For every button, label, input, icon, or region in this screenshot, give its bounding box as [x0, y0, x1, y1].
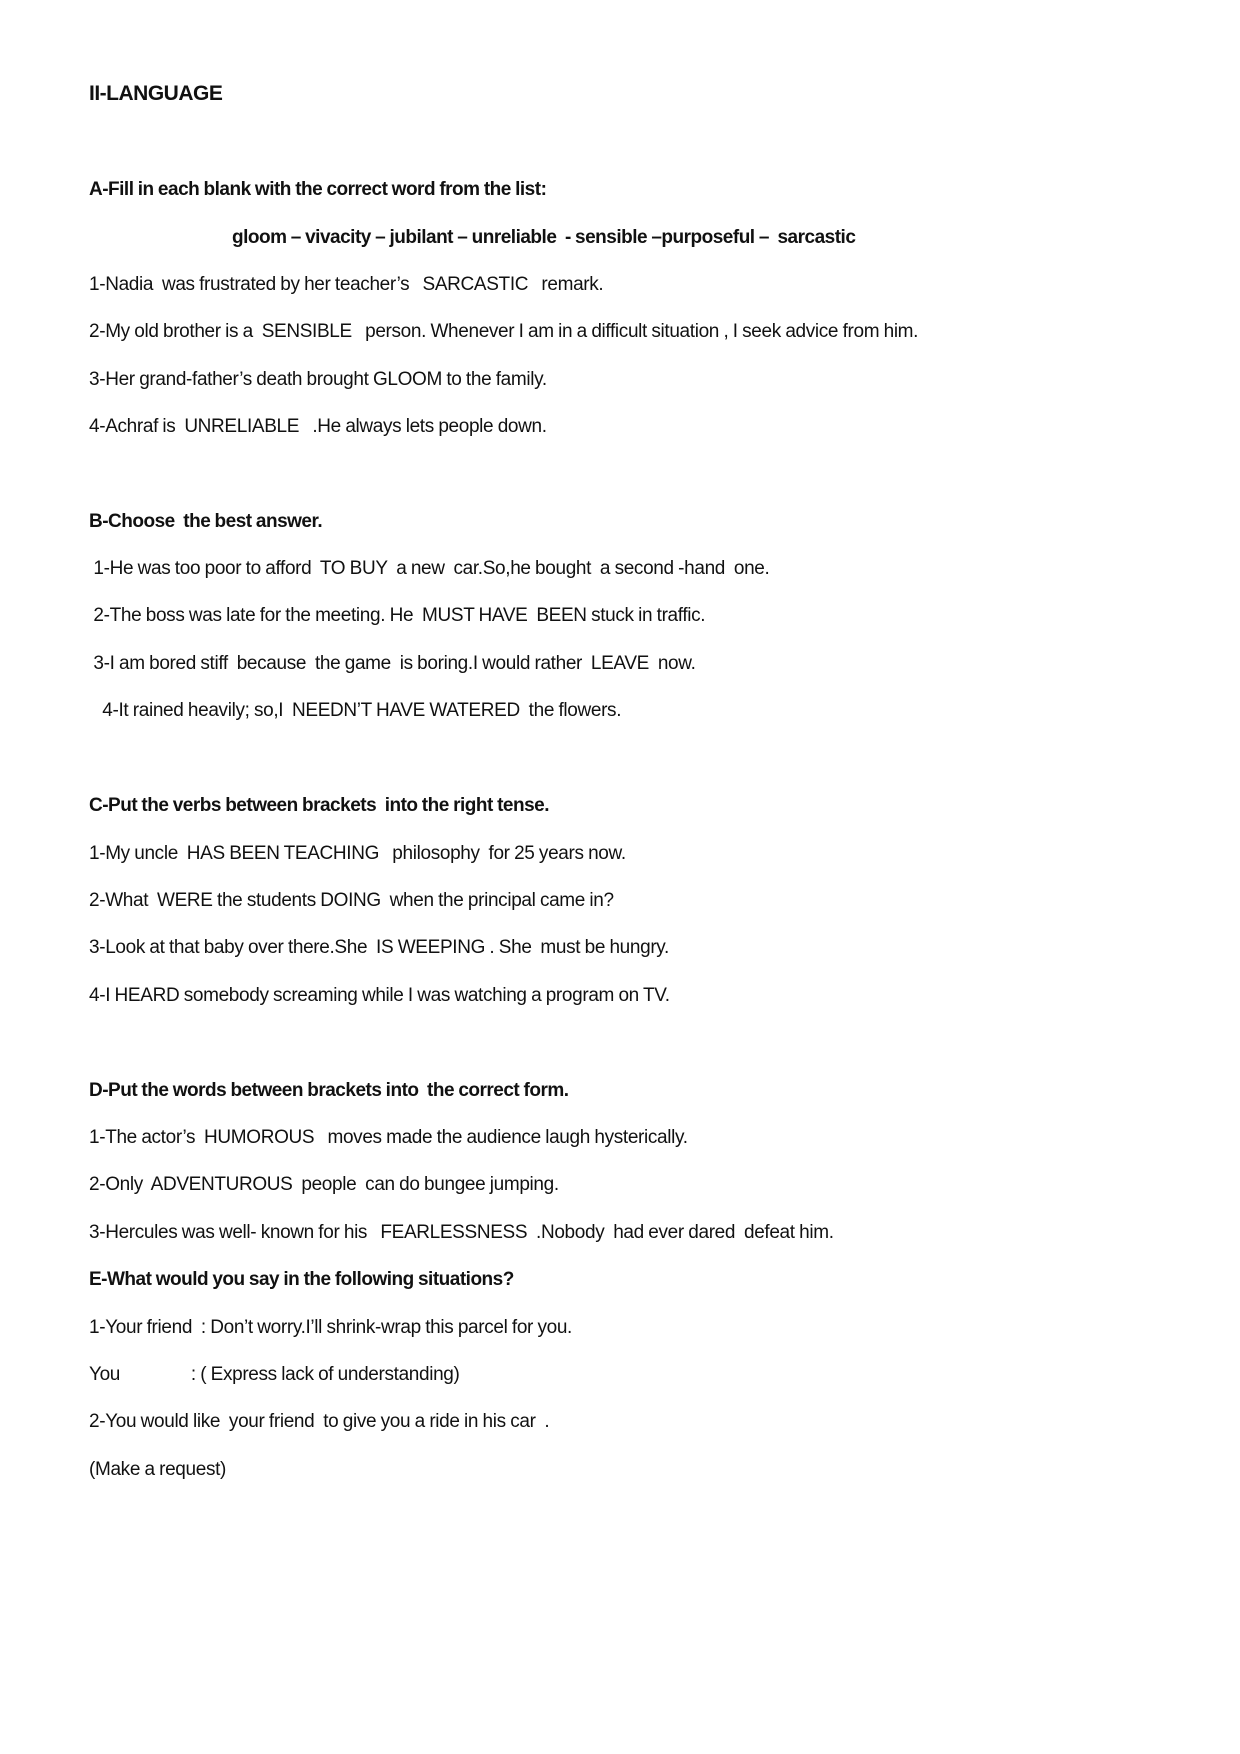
section-c-item-4: 4-I HEARD somebody screaming while I was watching a program on TV.: [89, 985, 670, 1006]
section-d-item-3: 3-Hercules was well- known for his FEARLESSNESS .Nobody had ever dared defeat him.: [89, 1222, 834, 1243]
section-b-item-4: 4-It rained heavily; so,I NEEDN’T HAVE WATERED the flowers.: [89, 700, 622, 721]
section-e-item-3: 2-You would like your friend to give you a ride in his car .: [89, 1411, 550, 1432]
section-a-word-list: gloom – vivacity – jubilant – unreliable - sensible –purposeful – sarcastic: [232, 227, 856, 248]
section-b-item-2: 2-The boss was late for the meeting. He MUST HAVE BEEN stuck in traffic.: [89, 605, 706, 626]
section-c-heading: C-Put the verbs between brackets into the right tense.: [89, 795, 549, 816]
section-e-heading: E-What would you say in the following situations?: [89, 1269, 514, 1290]
section-e-item-1: 1-Your friend : Don’t worry.I’ll shrink-wrap this parcel for you.: [89, 1317, 572, 1338]
section-a-item-3: 3-Her grand-father’s death brought GLOOM to the family.: [89, 369, 547, 390]
section-e-item-4: (Make a request): [89, 1459, 227, 1480]
section-a-heading: A-Fill in each blank with the correct word from the list:: [89, 179, 547, 200]
section-e-item-2: You : ( Express lack of understanding): [89, 1364, 460, 1385]
section-a-item-4: 4-Achraf is UNRELIABLE .He always lets people down.: [89, 416, 547, 437]
section-c-item-2: 2-What WERE the students DOING when the principal came in?: [89, 890, 614, 911]
section-d-heading: D-Put the words between brackets into the correct form.: [89, 1080, 569, 1101]
section-c-item-3: 3-Look at that baby over there.She IS WEEPING . She must be hungry.: [89, 937, 669, 958]
section-a-item-2: 2-My old brother is a SENSIBLE person. Whenever I am in a difficult situation , I seek advice from him.: [89, 321, 919, 342]
section-b-item-1: 1-He was too poor to afford TO BUY a new car.So,he bought a second -hand one.: [89, 558, 770, 579]
section-b-heading: B-Choose the best answer.: [89, 511, 323, 532]
section-a-item-1: 1-Nadia was frustrated by her teacher’s SARCASTIC remark.: [89, 274, 604, 295]
section-c-item-1: 1-My uncle HAS BEEN TEACHING philosophy for 25 years now.: [89, 843, 626, 864]
document-title: II-LANGUAGE: [89, 82, 223, 105]
section-d-item-1: 1-The actor’s HUMOROUS moves made the audience laugh hysterically.: [89, 1127, 688, 1148]
section-b-item-3: 3-I am bored stiff because the game is boring.I would rather LEAVE now.: [89, 653, 696, 674]
section-d-item-2: 2-Only ADVENTUROUS people can do bungee jumping.: [89, 1174, 559, 1195]
